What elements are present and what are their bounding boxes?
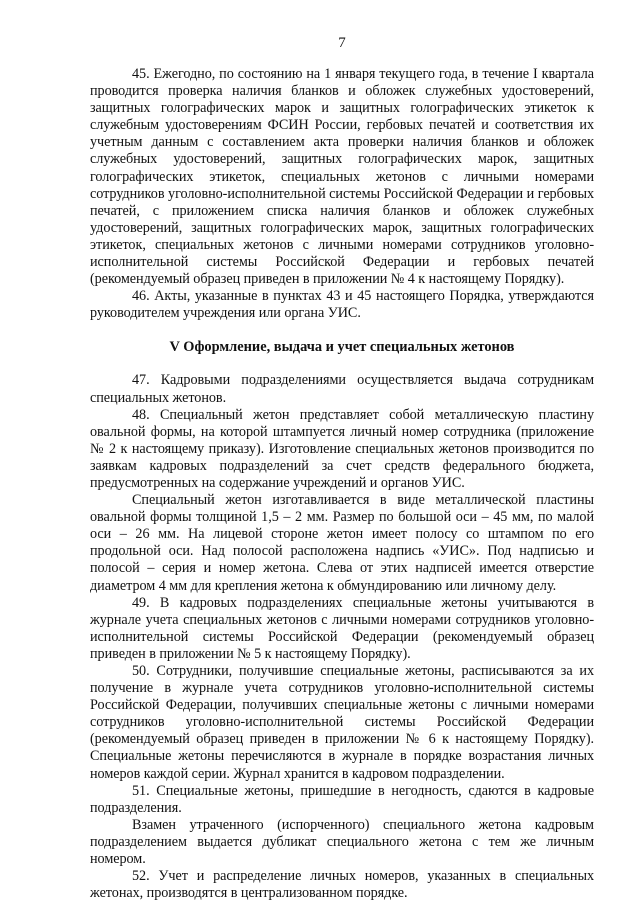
paragraph-51: 51. Специальные жетоны, пришедшие в негодность, сдаются в кадровые подразделения. (90, 782, 594, 816)
page-number: 7 (338, 35, 346, 51)
paragraph-48-description: Специальный жетон изготавливается в виде металлической пластины овальной формы толщиной 1,5 – 2 мм. Размер по большой оси – 45 мм, по малой оси – 26 мм. На лицевой стороне жетон имеет полосу со штампом по его продольной оси. Над полосой расположена надпись «УИС». Под надписью и полосой – серия и номер жетона. Слева от этих надписей имеется отверстие диаметром 4 мм для крепления жетона к обмундированию или личному делу. (90, 492, 594, 594)
paragraph-45: 45. Ежегодно, по состоянию на 1 января текущего года, в течение I квартала проводится проверка наличия бланков и обложек служебных удостоверений, защитных голографических марок и защитных голографических этикеток к служебным удостоверениям ФСИН России, гербовых печатей и соответствия их учетным данным с составлением акта проверки наличия бланков и обложек служебных удостоверений, защитных голографических марок, защитных голографических этикеток, специальных жетонов с личными номерами сотрудников уголовно-исполнительной системы Российской Федерации и гербовых печатей, с приложением списка наличия бланков и обложек служебных удостоверений, защитных голографических марок, защитных голографических этикеток, специальных жетонов с личными номерами сотрудников уголовно-исполнительной системы Российской Федерации и гербовых печатей (рекомендуемый образец приведен в приложении № 4 к настоящему Порядку). (90, 66, 594, 288)
paragraph-49: 49. В кадровых подразделениях специальные жетоны учитываются в журнале учета специальных жетонов с личными номерами сотрудников уголовно-исполнительной системы Российской Федерации (рекомендуемый образец приведен в приложении № 5 к настоящему Порядку). (90, 594, 594, 662)
section-heading: V Оформление, выдача и учет специальных жетонов (169, 339, 515, 356)
paragraph-48: 48. Специальный жетон представляет собой металлическую пластину овальной формы, на которой штампуется личный номер сотрудника (приложение № 2 к настоящему приказу). Изготовление специальных жетонов производится по заявкам кадровых подразделений за счет средств федерального бюджета, предусмотренных на содержание учреждений и органов УИС. (90, 406, 594, 491)
paragraph-47: 47. Кадровыми подразделениями осуществляется выдача сотрудникам специальных жетонов. (90, 372, 594, 406)
paragraph-50: 50. Сотрудники, получившие специальные жетоны, расписываются за их получение в журнале учета сотрудников уголовно-исполнительной системы Российской Федерации, получивших специальные жетоны с личными номерами сотрудников уголовно-исполнительной системы Российской Федерации (рекомендуемый образец приведен в приложении № 6 к настоящему Порядку). Специальные жетоны перечисляются в журнале в порядке возрастания личных номеров каждой серии. Журнал хранится в кадровом подразделении. (90, 663, 594, 782)
paragraph-52: 52. Учет и распределение личных номеров, указанных в специальных жетонах, производятся в централизованном порядке. (90, 868, 594, 902)
paragraph-46: 46. Акты, указанные в пунктах 43 и 45 настоящего Порядка, утверждаются руководителем учреждения или органа УИС. (90, 288, 594, 322)
paragraph-51-duplicate: Взамен утраченного (испорченного) специального жетона кадровым подразделением выдается дубликат специального жетона с тем же личным номером. (90, 816, 594, 868)
